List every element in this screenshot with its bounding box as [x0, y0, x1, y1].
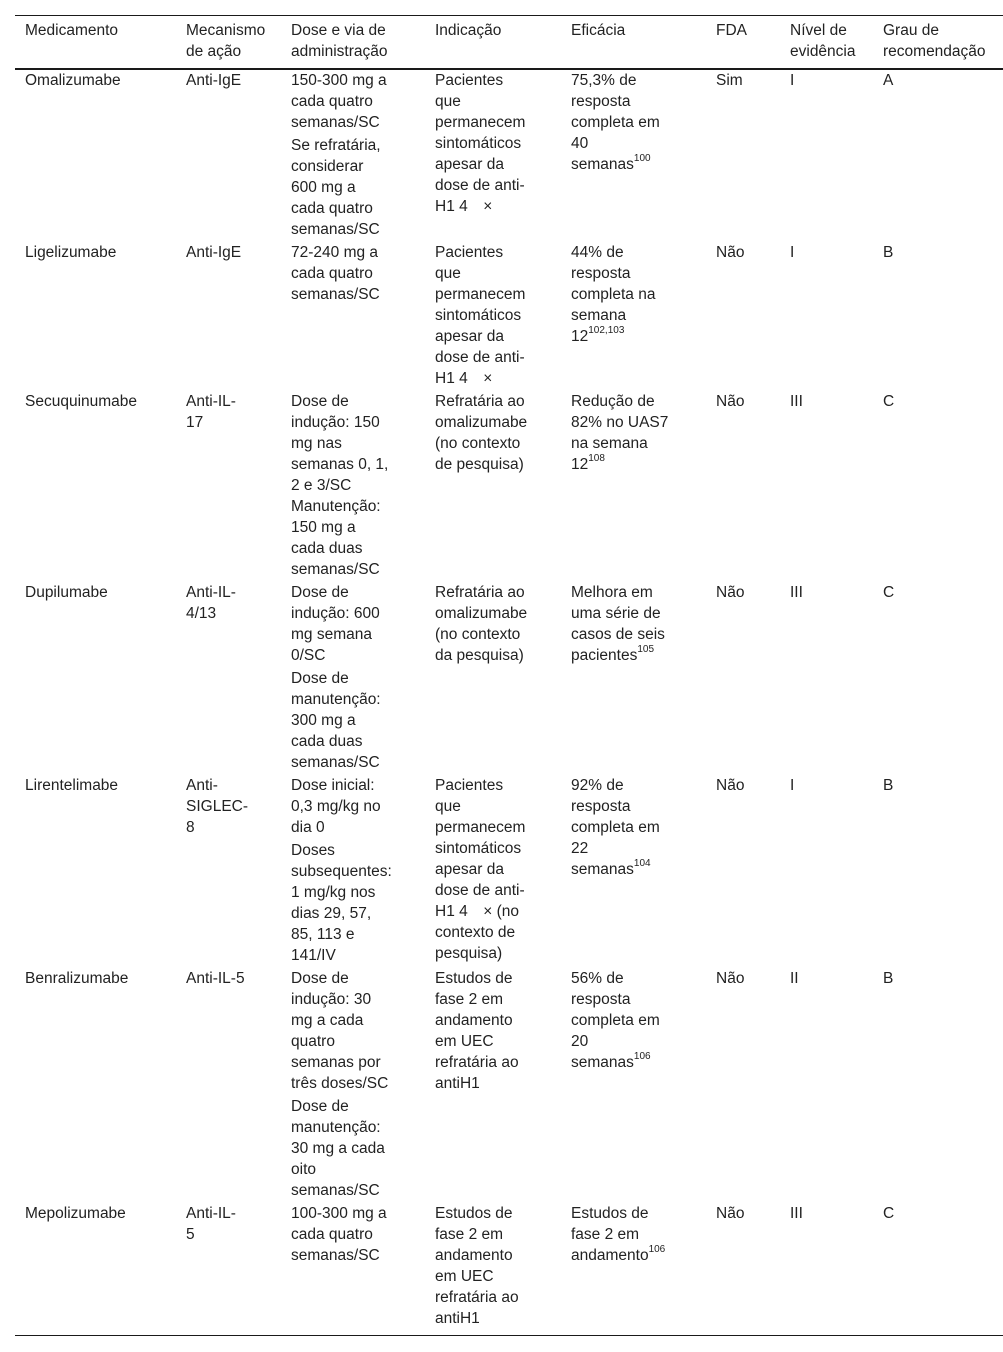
cell-line: sintomáticos [435, 307, 522, 324]
cell-line: três doses/SC [291, 1075, 389, 1092]
cell-line: semanas [571, 1054, 634, 1071]
fda-cell: Não [716, 777, 745, 794]
dose-paragraph [291, 242, 380, 305]
cell-line: andamento [435, 1012, 513, 1029]
cell-line: administração [291, 43, 388, 60]
cell-line: indução: 600 [291, 605, 380, 622]
cell-line: Manutenção: [291, 498, 381, 515]
cell-line: Indicação [435, 22, 502, 39]
dose-paragraph [291, 668, 381, 773]
efficacy-cell [571, 775, 660, 880]
cell-line: Anti-IL- [186, 1205, 236, 1222]
drug-name: Benralizumabe [25, 970, 129, 987]
table-bottom-rule [15, 1335, 1003, 1336]
cell-line: casos de seis [571, 626, 665, 643]
evidence-level-cell: III [790, 1205, 803, 1222]
cell-line: subsequentes: [291, 863, 392, 880]
cell-line: H1 4 × [435, 370, 493, 387]
cell-line: semana [571, 307, 627, 324]
recommendation-grade-cell: B [883, 777, 894, 794]
fda-cell: Não [716, 584, 745, 601]
recommendation-grade-cell: A [883, 72, 894, 89]
cell-line: contexto de [435, 924, 516, 941]
cell-line: pacientes [571, 647, 638, 664]
indication-cell [435, 1203, 519, 1329]
cell-line: andamento [435, 1247, 513, 1264]
reference-superscript: 108 [588, 452, 605, 464]
fda-cell: Não [716, 244, 745, 261]
cell-line: que [435, 265, 461, 282]
column-header [25, 20, 118, 41]
cell-line: Pacientes [435, 777, 504, 794]
cell-line: refratária ao [435, 1289, 519, 1306]
cell-line: que [435, 798, 461, 815]
column-header [186, 20, 265, 62]
cell-line: indução: 30 [291, 991, 372, 1008]
reference-superscript: 106 [633, 1050, 651, 1062]
cell-line: dose de anti- [435, 882, 525, 899]
cell-line: 75,3% de [571, 72, 637, 89]
cell-line: 56% de [571, 970, 624, 987]
drug-name: Secuquinumabe [25, 393, 138, 410]
cell-line: semanas 0, 1, [291, 456, 389, 473]
cell-line: 22 [571, 840, 589, 857]
cell-line: H1 4 × (no [435, 903, 520, 920]
mechanism-cell [186, 242, 241, 263]
column-header [790, 20, 856, 62]
cell-line: Dose de [291, 393, 349, 410]
cell-line: (no contexto [435, 435, 521, 452]
reference-superscript: 100 [633, 152, 651, 164]
efficacy-cell [571, 968, 660, 1073]
cell-line: quatro [291, 1033, 335, 1050]
indication-cell [435, 70, 525, 217]
indication-cell [435, 242, 525, 389]
fda-cell: Não [716, 970, 745, 987]
cell-line: sintomáticos [435, 135, 522, 152]
cell-line: 4/13 [186, 605, 217, 622]
cell-line: 300 mg a [291, 712, 356, 729]
evidence-level-cell: III [790, 584, 803, 601]
cell-line: Anti-IL- [186, 584, 236, 601]
cell-line: 1 mg/kg nos [291, 884, 376, 901]
cell-line: 12 [571, 456, 589, 473]
cell-line: sintomáticos [435, 840, 522, 857]
cell-line: 0,3 mg/kg no [291, 798, 381, 815]
cell-line: dose de anti- [435, 349, 525, 366]
cell-line: Dose de [291, 1098, 349, 1115]
cell-line: Grau de [883, 22, 940, 39]
dose-cell [291, 1203, 387, 1266]
dose-cell [291, 968, 388, 1201]
cell-line: 12 [571, 328, 589, 345]
cell-line: semanas por [291, 1054, 381, 1071]
efficacy-cell [571, 582, 665, 666]
cell-line: 17 [186, 414, 204, 431]
cell-line: H1 4 × [435, 198, 493, 215]
cell-line: Anti-IL-5 [186, 970, 245, 987]
column-header [291, 20, 388, 62]
cell-line: 150 mg a [291, 519, 356, 536]
cell-line: Nível de [790, 22, 847, 39]
cell-line: Se refratária, [291, 137, 381, 154]
cell-line: uma série de [571, 605, 661, 622]
cell-line: 5 [186, 1226, 195, 1243]
cell-line: em UEC [435, 1033, 494, 1050]
mechanism-cell [186, 582, 236, 624]
cell-line: apesar da [435, 156, 504, 173]
cell-line: apesar da [435, 328, 504, 345]
evidence-level-cell: I [790, 777, 795, 794]
cell-line: antiH1 [435, 1310, 480, 1327]
cell-line: resposta [571, 798, 631, 815]
cell-line: FDA [716, 22, 747, 39]
column-header [435, 20, 501, 41]
cell-line: pesquisa) [435, 945, 503, 962]
fda-cell: Não [716, 1205, 745, 1222]
cell-line: manutenção: [291, 691, 381, 708]
evidence-level-cell: I [790, 244, 795, 261]
cell-line: semanas/SC [291, 114, 380, 131]
cell-line: 8 [186, 819, 195, 836]
cell-line: semanas/SC [291, 1182, 380, 1199]
dose-paragraph [291, 391, 388, 580]
indication-cell [435, 968, 519, 1094]
dose-cell [291, 70, 387, 240]
dose-cell [291, 391, 388, 580]
cell-line: SIGLEC- [186, 798, 249, 815]
efficacy-cell [571, 391, 668, 475]
dose-paragraph [291, 968, 388, 1094]
cell-line: Pacientes [435, 72, 504, 89]
table-top-rule [15, 15, 1003, 16]
cell-line: completa em [571, 114, 660, 131]
cell-line: Dose de [291, 584, 349, 601]
indication-cell [435, 391, 527, 475]
dose-paragraph [291, 775, 392, 838]
fda-cell: Sim [716, 72, 743, 89]
efficacy-cell [571, 1203, 665, 1266]
dose-paragraph [291, 1203, 387, 1266]
cell-line: mg semana [291, 626, 372, 643]
cell-line: dose de anti- [435, 177, 525, 194]
cell-line: Anti-IL- [186, 393, 236, 410]
cell-line: antiH1 [435, 1075, 480, 1092]
cell-line: mg nas [291, 435, 342, 452]
drug-name: Lirentelimabe [25, 777, 119, 794]
recommendation-grade-cell: C [883, 1205, 895, 1222]
cell-line: fase 2 em [435, 991, 504, 1008]
mechanism-cell [186, 70, 241, 91]
recommendation-grade-cell: B [883, 244, 894, 261]
cell-line: Anti-IgE [186, 244, 242, 261]
cell-line: Eficácia [571, 22, 626, 39]
cell-line: omalizumabe [435, 605, 528, 622]
mechanism-cell [186, 775, 248, 838]
cell-line: Melhora em [571, 584, 653, 601]
cell-line: omalizumabe [435, 414, 528, 431]
evidence-level-cell: I [790, 72, 795, 89]
cell-line: cada quatro [291, 200, 373, 217]
drug-name: Omalizumabe [25, 72, 121, 89]
reference-superscript: 102,103 [588, 324, 625, 336]
cell-line: cada quatro [291, 93, 373, 110]
cell-line: de pesquisa) [435, 456, 524, 473]
cell-line: resposta [571, 93, 631, 110]
cell-line: semanas/SC [291, 221, 380, 238]
cell-line: semanas/SC [291, 561, 380, 578]
cell-line: andamento [571, 1247, 649, 1264]
cell-line: 150-300 mg a [291, 72, 387, 89]
efficacy-cell [571, 242, 655, 347]
recommendation-grade-cell: C [883, 393, 895, 410]
cell-line: cada quatro [291, 1226, 373, 1243]
cell-line: Estudos de [435, 970, 513, 987]
cell-line: permanecem [435, 286, 526, 303]
cell-line: Pacientes [435, 244, 504, 261]
cell-line: que [435, 93, 461, 110]
dose-paragraph [291, 840, 392, 966]
cell-line: evidência [790, 43, 856, 60]
recommendation-grade-cell: B [883, 970, 894, 987]
cell-line: Anti-IgE [186, 72, 242, 89]
cell-line: 92% de [571, 777, 624, 794]
cell-line: mg a cada [291, 1012, 364, 1029]
cell-line: completa em [571, 819, 660, 836]
cell-line: de ação [186, 43, 242, 60]
drug-name: Dupilumabe [25, 584, 108, 601]
cell-line: 600 mg a [291, 179, 356, 196]
cell-line: permanecem [435, 819, 526, 836]
column-header [716, 20, 747, 41]
cell-line: dia 0 [291, 819, 325, 836]
cell-line: da pesquisa) [435, 647, 524, 664]
cell-line: semanas/SC [291, 754, 380, 771]
cell-line: apesar da [435, 861, 504, 878]
cell-line: 85, 113 e [291, 926, 355, 943]
cell-line: dias 29, 57, [291, 905, 372, 922]
cell-line: semanas [571, 156, 634, 173]
cell-line: 44% de [571, 244, 624, 261]
cell-line: (no contexto [435, 626, 521, 643]
indication-cell [435, 582, 527, 666]
indication-cell [435, 775, 525, 964]
dose-paragraph [291, 70, 387, 133]
cell-line: permanecem [435, 114, 526, 131]
cell-line: resposta [571, 265, 631, 282]
cell-line: indução: 150 [291, 414, 380, 431]
cell-line: completa em [571, 1012, 660, 1029]
cell-line: Dose de [291, 970, 349, 987]
cell-line: Estudos de [571, 1205, 649, 1222]
cell-line: 82% no UAS7 [571, 414, 669, 431]
cell-line: semanas [571, 861, 634, 878]
cell-line: Refratária ao [435, 584, 525, 601]
dose-cell [291, 582, 381, 773]
cell-line: Dose de [291, 670, 349, 687]
cell-line: Dose e via de [291, 22, 386, 39]
fda-cell: Não [716, 393, 745, 410]
cell-line: fase 2 em [435, 1226, 504, 1243]
cell-line: considerar [291, 158, 364, 175]
cell-line: semanas/SC [291, 1247, 380, 1264]
cell-line: na semana [571, 435, 648, 452]
evidence-level-cell: III [790, 393, 803, 410]
cell-line: oito [291, 1161, 316, 1178]
reference-superscript: 106 [648, 1243, 666, 1255]
cell-line: Medicamento [25, 22, 119, 39]
cell-line: cada quatro [291, 265, 373, 282]
reference-superscript: 104 [633, 857, 651, 869]
cell-line: Doses [291, 842, 335, 859]
cell-line: semanas/SC [291, 286, 380, 303]
dose-paragraph [291, 582, 381, 666]
cell-line: resposta [571, 991, 631, 1008]
dose-cell [291, 775, 392, 966]
cell-line: Estudos de [435, 1205, 513, 1222]
cell-line: Dose inicial: [291, 777, 375, 794]
cell-line: recomendação [883, 43, 986, 60]
dose-paragraph [291, 135, 387, 240]
recommendation-grade-cell: C [883, 584, 895, 601]
cell-line: Anti- [186, 777, 218, 794]
cell-line: 72-240 mg a [291, 244, 379, 261]
cell-line: em UEC [435, 1268, 494, 1285]
cell-line: 30 mg a cada [291, 1140, 385, 1157]
cell-line: fase 2 em [571, 1226, 640, 1243]
cell-line: cada duas [291, 540, 363, 557]
cell-line: manutenção: [291, 1119, 381, 1136]
mechanism-cell [186, 968, 245, 989]
drug-name: Mepolizumabe [25, 1205, 126, 1222]
reference-superscript: 105 [637, 643, 655, 655]
cell-line: cada duas [291, 733, 363, 750]
drug-name: Ligelizumabe [25, 244, 117, 261]
cell-line: Mecanismo [186, 22, 266, 39]
cell-line: Refratária ao [435, 393, 525, 410]
cell-line: Redução de [571, 393, 655, 410]
cell-line: 20 [571, 1033, 589, 1050]
column-header [883, 20, 986, 62]
mechanism-cell [186, 1203, 236, 1245]
cell-line: 0/SC [291, 647, 326, 664]
efficacy-cell [571, 70, 660, 175]
evidence-level-cell: II [790, 970, 799, 987]
cell-line: completa na [571, 286, 656, 303]
dose-cell [291, 242, 380, 305]
cell-line: 100-300 mg a [291, 1205, 387, 1222]
mechanism-cell [186, 391, 236, 433]
dose-paragraph [291, 1096, 388, 1201]
column-header [571, 20, 625, 41]
cell-line: 2 e 3/SC [291, 477, 352, 494]
cell-line: 40 [571, 135, 589, 152]
cell-line: 141/IV [291, 947, 336, 964]
cell-line: refratária ao [435, 1054, 519, 1071]
